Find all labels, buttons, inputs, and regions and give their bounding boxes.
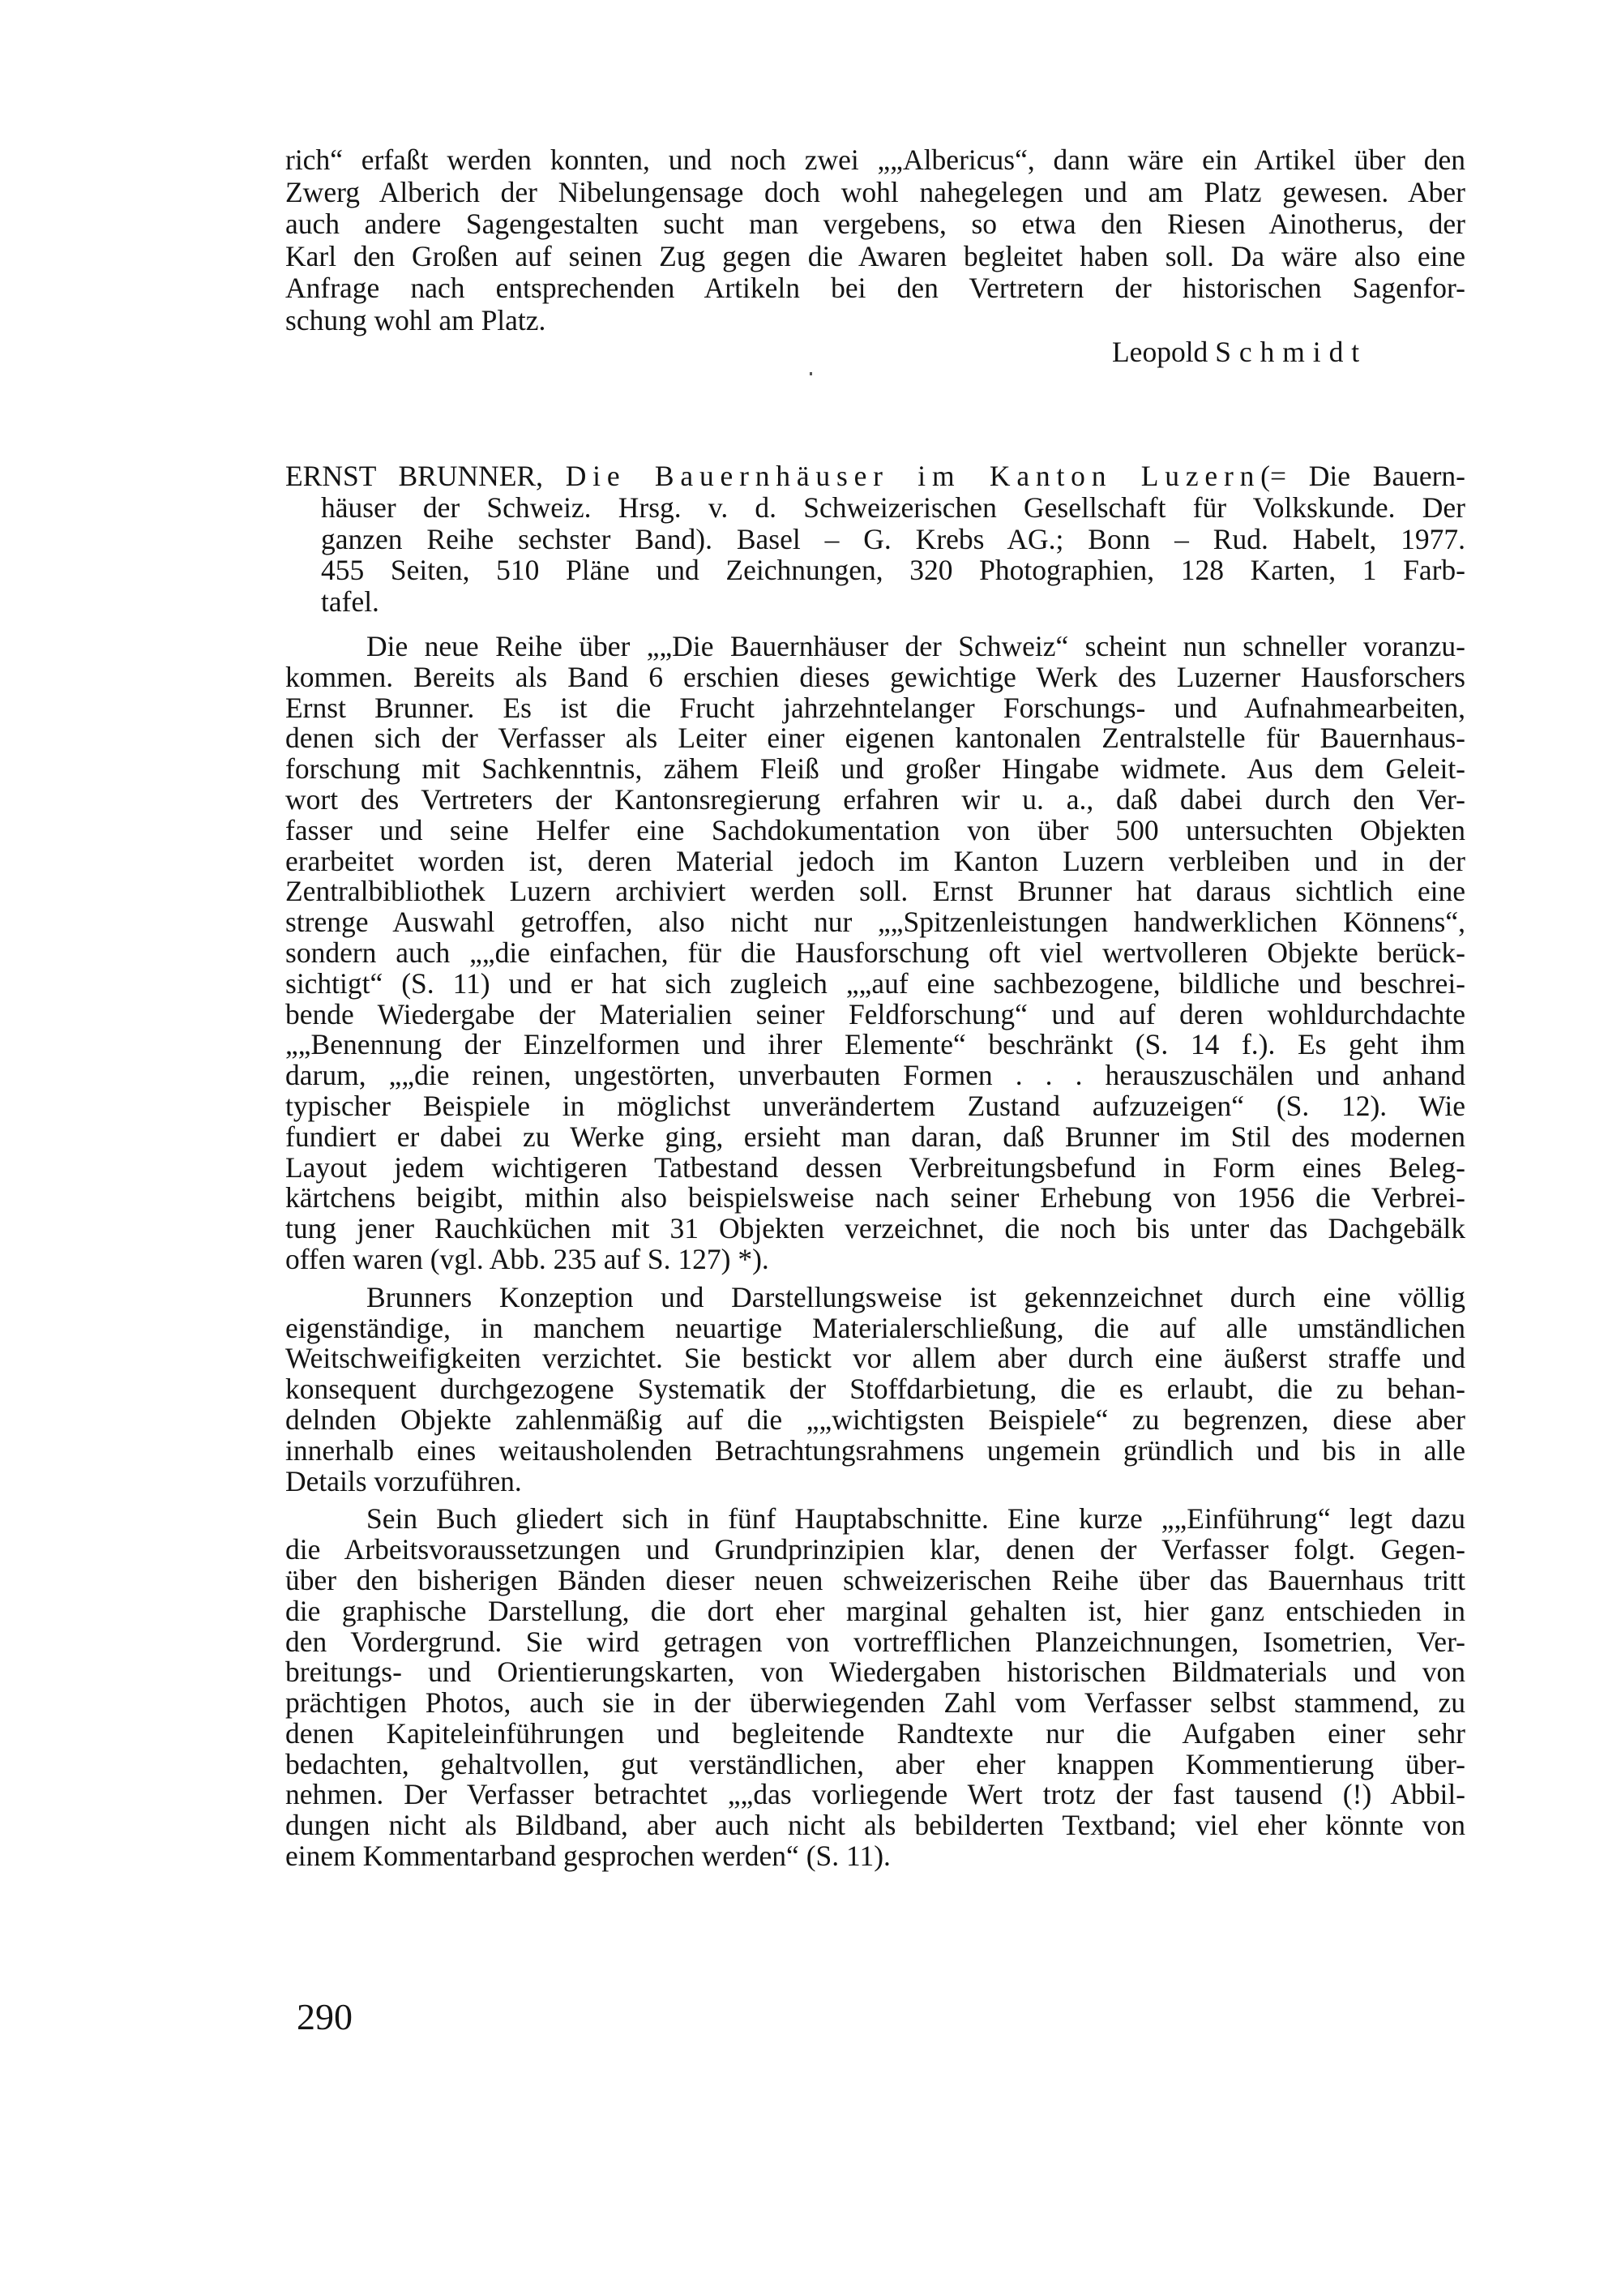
text-line: wort des Vertreters der Kantonsregierung erfahren wir u. a., daß dabei durch den Ver- xyxy=(285,782,1465,816)
text-line: fundiert er dabei zu Werke ging, ersieht man daran, daß Brunner im Stil des modernen xyxy=(285,1120,1465,1153)
text-line: typischer Beispiele in möglichst unverändertem Zustand aufzuzeigen“ (S. 12). Wie xyxy=(285,1089,1465,1122)
text-line: Anfrage nach entsprechenden Artikeln bei den Vertretern der historischen Sagenfor- xyxy=(285,272,1465,304)
paragraph-2 xyxy=(285,1280,1465,1497)
text-line: Layout jedem wichtigeren Tatbestand dessen Verbreitungsbefund in Form eines Beleg- xyxy=(285,1150,1465,1184)
text-line: „„Benennung der Einzelformen und ihrer Elemente“ beschränkt (S. 14 f.). Es geht ihm xyxy=(285,1028,1465,1061)
text-line: darum, „„die reinen, ungestörten, unverbauten Formen . . . herauszuschälen und anhand xyxy=(285,1059,1465,1092)
book-author: ERNST BRUNNER, xyxy=(285,460,543,492)
page-number: 290 xyxy=(297,1996,353,2037)
text-line: bedachten, gehaltvollen, gut verständlichen, aber eher knappen Kommentierung über- xyxy=(285,1747,1465,1780)
text-line: Brunners Konzeption und Darstellungsweise ist gekennzeichnet durch eine völlig xyxy=(366,1280,1465,1313)
text-line: die graphische Darstellung, die dort eher marginal gehalten ist, hier ganz entschieden in xyxy=(285,1594,1465,1627)
text-line: sondern auch „„die einfachen, für die Hausforschung oft viel wertvolleren Objekte berück- xyxy=(285,936,1465,969)
text-line: eigenständige, in manchem neuartige Materialerschließung, die auf alle umständlichen xyxy=(285,1311,1465,1344)
paragraph-3 xyxy=(285,1504,1465,1872)
text-line: über den bisherigen Bänden dieser neuen schweizerischen Reihe über das Bauernhaus tritt xyxy=(285,1563,1465,1596)
text-line: innerhalb eines weitausholenden Betrachtungsrahmens ungemein gründlich und bis in alle xyxy=(285,1433,1465,1467)
text-line: Weitschweifigkeiten verzichtet. Sie bestickt vor allem aber durch eine äußerst straffe und xyxy=(285,1342,1465,1375)
text-line: Ernst Brunner. Es ist die Frucht jahrzehntelanger Forschungs- und Aufnahmearbeiten, xyxy=(285,691,1465,724)
text-line: dungen nicht als Bildband, aber auch nicht als bebilderten Textband; viel eher könnte von xyxy=(285,1809,1465,1842)
text-line: Sein Buch gliedert sich in fünf Hauptabschnitte. Eine kurze „„Einführung“ legt dazu xyxy=(366,1502,1465,1536)
scan-speck xyxy=(810,372,812,375)
book-title: Die Bauernhäuser im Kanton Luzern xyxy=(565,460,1261,492)
text-line: sichtigt“ (S. 11) und er hat sich zugleich „„auf eine sachbezogene, bildliche und beschrei- xyxy=(285,966,1465,1000)
text-line: Karl den Großen auf seinen Zug gegen die Awaren begleitet haben soll. Da wäre also eine xyxy=(285,239,1465,272)
text-line: strenge Auswahl getroffen, also nicht nur „„Spitzenleistungen handwerklichen Könnens“, xyxy=(285,906,1465,939)
bibliography-entry xyxy=(285,460,1465,618)
text-line: delnden Objekte zahlenmäßig auf die „„wichtigsten Beispiele“ zu begrenzen, diese aber xyxy=(285,1403,1465,1436)
text-line: kärtchens beigibt, mithin also beispielsweise nach seiner Erhebung von 1956 die Verbrei- xyxy=(285,1181,1465,1214)
text-line: einem Kommentarband gesprochen werden“ (S. 11). xyxy=(285,1840,891,1873)
review-body xyxy=(285,632,1465,1872)
bibliography-line: ganzen Reihe sechster Band). Basel – G. Krebs AG.; Bonn – Rud. Habelt, 1977. xyxy=(321,522,1465,555)
signature-last-name: Schmidt xyxy=(1215,336,1368,368)
text-line: tung jener Rauchküchen mit 31 Objekten verzeichnet, die noch bis unter das Dachgebälk xyxy=(285,1212,1465,1245)
text-line: kommen. Bereits als Band 6 erschien dieses gewichtige Werk des Luzerner Hausforschers xyxy=(285,660,1465,693)
text-line: den Vordergrund. Sie wird getragen von vortrefflichen Planzeichnungen, Isometrien, Ver- xyxy=(285,1625,1465,1658)
series-note-start: (= Die Bauern- xyxy=(1260,460,1466,492)
bibliography-line: tafel. xyxy=(321,585,379,619)
text-line: denen sich der Verfasser als Leiter einer eigenen kantonalen Zentralstelle für Bauernhaus- xyxy=(285,722,1465,755)
text-line: prächtigen Photos, auch sie in der überwiegenden Zahl vom Verfasser selbst stammend, zu xyxy=(285,1686,1465,1720)
text-line: breitungs- und Orientierungskarten, von Wiedergaben historischen Bildmaterials und von xyxy=(285,1656,1465,1689)
text-line: forschung mit Sachkenntnis, zähem Fleiß und großer Hingabe widmete. Aus dem Geleit- xyxy=(285,752,1465,786)
paragraph-1 xyxy=(285,632,1465,1275)
text-line: die Arbeitsvoraussetzungen und Grundprinzipien klar, denen der Verfasser folgt. Gegen- xyxy=(285,1533,1465,1566)
text-line: Zentralbibliothek Luzern archiviert werden soll. Ernst Brunner hat daraus sichtlich eine xyxy=(285,875,1465,908)
text-line: bende Wiedergabe der Materialien seiner Feldforschung“ und auf deren wohldurchdachte xyxy=(285,997,1465,1030)
text-line: Zwerg Alberich der Nibelungensage doch wohl nahegelegen und am Platz gewesen. Aber xyxy=(285,175,1465,208)
text-line: konsequent durchgezogene Systematik der Stoffdarbietung, die es erlaubt, die zu behan- xyxy=(285,1373,1465,1406)
text-line: erarbeitet worden ist, deren Material jedoch im Kanton Luzern verbleiben und in der xyxy=(285,844,1465,877)
reviewer-signature xyxy=(1112,336,1367,368)
text-line: schung wohl am Platz. xyxy=(285,303,546,336)
signature-first-name: Leopold xyxy=(1112,336,1208,368)
bibliography-first-line xyxy=(285,460,1465,492)
text-line: Die neue Reihe über „„Die Bauernhäuser der Schweiz“ scheint nun schneller voranzu- xyxy=(366,630,1465,662)
text-line: rich“ erfaßt werden konnten, und noch zwei „„Albericus“, dann wäre ein Artikel über den xyxy=(285,144,1465,176)
bibliography-line: häuser der Schweiz. Hrsg. v. d. Schweizerischen Gesellschaft für Volkskunde. Der xyxy=(321,490,1465,524)
text-line: fasser und seine Helfer eine Sachdokumentation von über 500 untersuchten Objekten xyxy=(285,813,1465,846)
text-line: offen waren (vgl. Abb. 235 auf S. 127) *). xyxy=(285,1242,769,1275)
text-line: Details vorzuführen. xyxy=(285,1464,522,1497)
text-line: denen Kapiteleinführungen und begleitende Randtexte nur die Aufgaben einer sehr xyxy=(285,1716,1465,1750)
text-line: nehmen. Der Verfasser betrachtet „„das vorliegende Wert trotz der fast tausend (!) Abbil- xyxy=(285,1778,1465,1811)
text-line: auch andere Sagengestalten sucht man vergebens, so etwa den Riesen Ainotherus, der xyxy=(285,208,1465,240)
previous-review-text xyxy=(285,144,1465,336)
bibliography-line: 455 Seiten, 510 Pläne und Zeichnungen, 320 Photographien, 128 Karten, 1 Farb- xyxy=(321,554,1465,587)
